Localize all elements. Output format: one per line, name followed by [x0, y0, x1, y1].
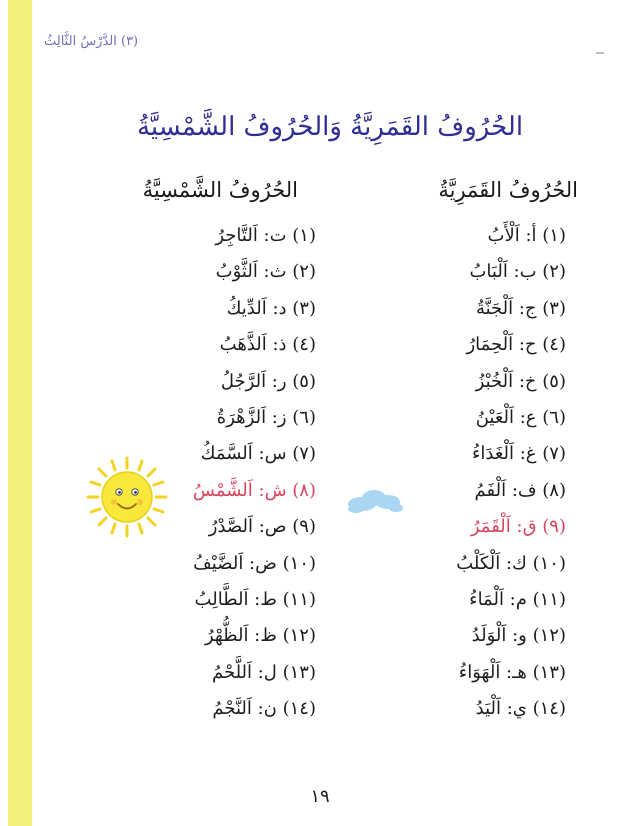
qamariyya-item-10: (١٠) ك: اَلْكَلْبُ — [456, 552, 566, 574]
shamsiyya-item-12: (١٢) ظ: اَلظُّهْرُ — [204, 625, 316, 647]
shamsiyya-item-1: (١) ت: اَلتَّاجِرُ — [215, 225, 316, 246]
yellow-side-bar — [8, 0, 32, 826]
shamsiyya-item-6: (٦) ز: اَلزَّهْرَةُ — [216, 406, 316, 428]
shamsiyya-item-5: (٥) ر: اَلرَّجُلُ — [220, 370, 316, 392]
shamsiyya-item-2: (٢) ث: اَلثَّوْبُ — [215, 261, 316, 283]
qamariyya-item-6: (٦) ع: اَلْعَيْنُ — [475, 406, 566, 428]
shamsiyya-item-3: (٣) د: اَلدِّيكُ — [226, 297, 316, 319]
qamariyya-item-9: (٩) ق: اَلْقَمَرُ — [470, 516, 566, 538]
qamariyya-item-8: (٨) ف: اَلْفَمُ — [474, 479, 566, 501]
shamsiyya-item-4: (٤) ذ: اَلذَّهَبُ — [219, 334, 316, 356]
qamariyya-item-1: (١) أ: اَلْأَبُ — [487, 225, 566, 246]
qamariyya-item-14: (١٤) ي: اَلْيَدُ — [475, 698, 566, 720]
qamariyya-list — [352, 218, 566, 727]
cloud-icon — [342, 482, 406, 518]
shamsiyya-item-14: (١٤) ن: اَلنَّجْمُ — [212, 698, 316, 720]
shamsiyya-item-8: (٨) ش: اَلشَّمْسُ — [192, 479, 316, 501]
smiling-sun-icon — [86, 456, 168, 538]
shamsiyya-item-13: (١٣) ل: اَللَّحْمُ — [211, 661, 316, 683]
lesson-header: (٣) الدَّرْسُ الثَّالِثُ — [44, 34, 139, 49]
qamariyya-item-4: (٤) ح: اَلْحِمَارُ — [466, 334, 566, 356]
qamariyya-item-5: (٥) خ: اَلْخُبْزُ — [475, 370, 566, 392]
qamariyya-heading: الحُرُوفُ القَمَرِيَّةُ — [438, 178, 578, 202]
shamsiyya-item-10: (١٠) ض: اَلضَّيْفُ — [193, 552, 316, 574]
shamsiyya-heading: الحُرُوفُ الشَّمْسِيَّةُ — [142, 178, 298, 202]
shamsiyya-item-11: (١١) ط: اَلطَّالِبُ — [194, 588, 316, 610]
shamsiyya-item-7: (٧) س: اَلسَّمَكُ — [200, 443, 316, 465]
page-title: الحُرُوفُ القَمَرِيَّةُ وَالحُرُوفُ الشَّمْسِيَّةُ — [136, 112, 524, 142]
qamariyya-item-2: (٢) ب: اَلْبَابُ — [469, 261, 566, 283]
qamariyya-item-7: (٧) غ: اَلْغَدَاءُ — [471, 443, 566, 465]
qamariyya-item-3: (٣) ج: اَلْجَنَّةُ — [475, 297, 566, 319]
shamsiyya-item-9: (٩) ص: اَلصَّدْرُ — [208, 516, 316, 538]
qamariyya-item-12: (١٢) و: اَلْوَلَدُ — [471, 625, 566, 647]
corner-mark — [596, 52, 604, 54]
qamariyya-item-11: (١١) م: اَلْمَاءُ — [469, 588, 566, 610]
page-number: ١٩ — [310, 786, 330, 807]
qamariyya-item-13: (١٣) هـ: اَلْهَوَاءُ — [458, 661, 566, 683]
